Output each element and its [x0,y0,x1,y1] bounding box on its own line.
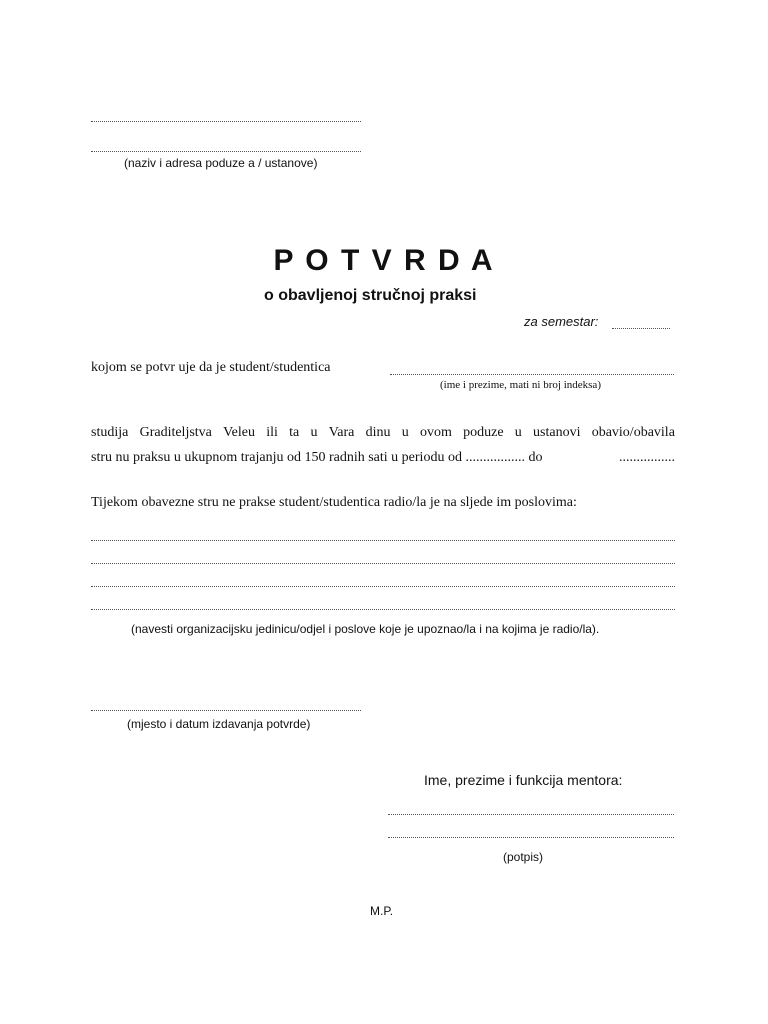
word: obavio/obavila [591,425,675,440]
org-address-line [91,151,361,152]
tasks-line-2 [91,563,675,564]
semester-label: za semestar: [524,314,599,329]
signature-caption: (potpis) [503,850,544,864]
period-end-dots: ................ [619,450,675,465]
word: poduze [463,425,504,440]
student-intro: kojom se potvr uje da je student/studentica [91,360,331,375]
tasks-line-1 [91,540,675,541]
word: dinu [365,425,391,440]
word: Graditeljstva [139,425,212,440]
paragraph-line-1 [91,425,675,441]
mentor-label: Ime, prezime i funkcija mentora: [424,772,623,788]
place-date-caption: (mjesto i datum izdavanja potvrde) [127,717,311,731]
org-name-line [91,121,361,122]
student-name-caption: (ime i prezime, mati ni broj indeksa) [440,379,601,391]
place-date-line [91,710,361,711]
org-caption: (naziv i adresa poduze a / ustanove) [124,156,318,170]
document-subtitle: o obavljenoj stručnoj praksi [264,287,477,304]
paragraph-line-2 [91,450,675,466]
word: ovom [419,425,452,440]
word: u [310,425,318,440]
stamp-label: M.P. [370,904,394,918]
word: studija [91,425,129,440]
mentor-name-line [388,814,674,815]
word: Veleu [223,425,256,440]
tasks-line-3 [91,586,675,587]
mentor-signature-line [388,837,674,838]
word: ili [266,425,278,440]
word: Vara [328,425,355,440]
tasks-intro: Tijekom obavezne stru ne prakse student/studentica radio/la je na sljede im poslovima: [91,495,577,510]
tasks-caption: (navesti organizacijsku jedinicu/odjel i poslove koje je upoznao/la i na kojima je radio/la). [131,622,600,636]
student-name-line [390,374,674,375]
period-text: stru nu praksu u ukupnom trajanju od 150 radnih sati u periodu od ................. do [91,450,543,465]
document-title: P O T V R D A [273,244,495,277]
word: u [401,425,409,440]
word: ta [289,425,300,440]
semester-line [612,328,670,329]
tasks-line-4 [91,609,675,610]
word: ustanovi [533,425,581,440]
word: u [514,425,522,440]
